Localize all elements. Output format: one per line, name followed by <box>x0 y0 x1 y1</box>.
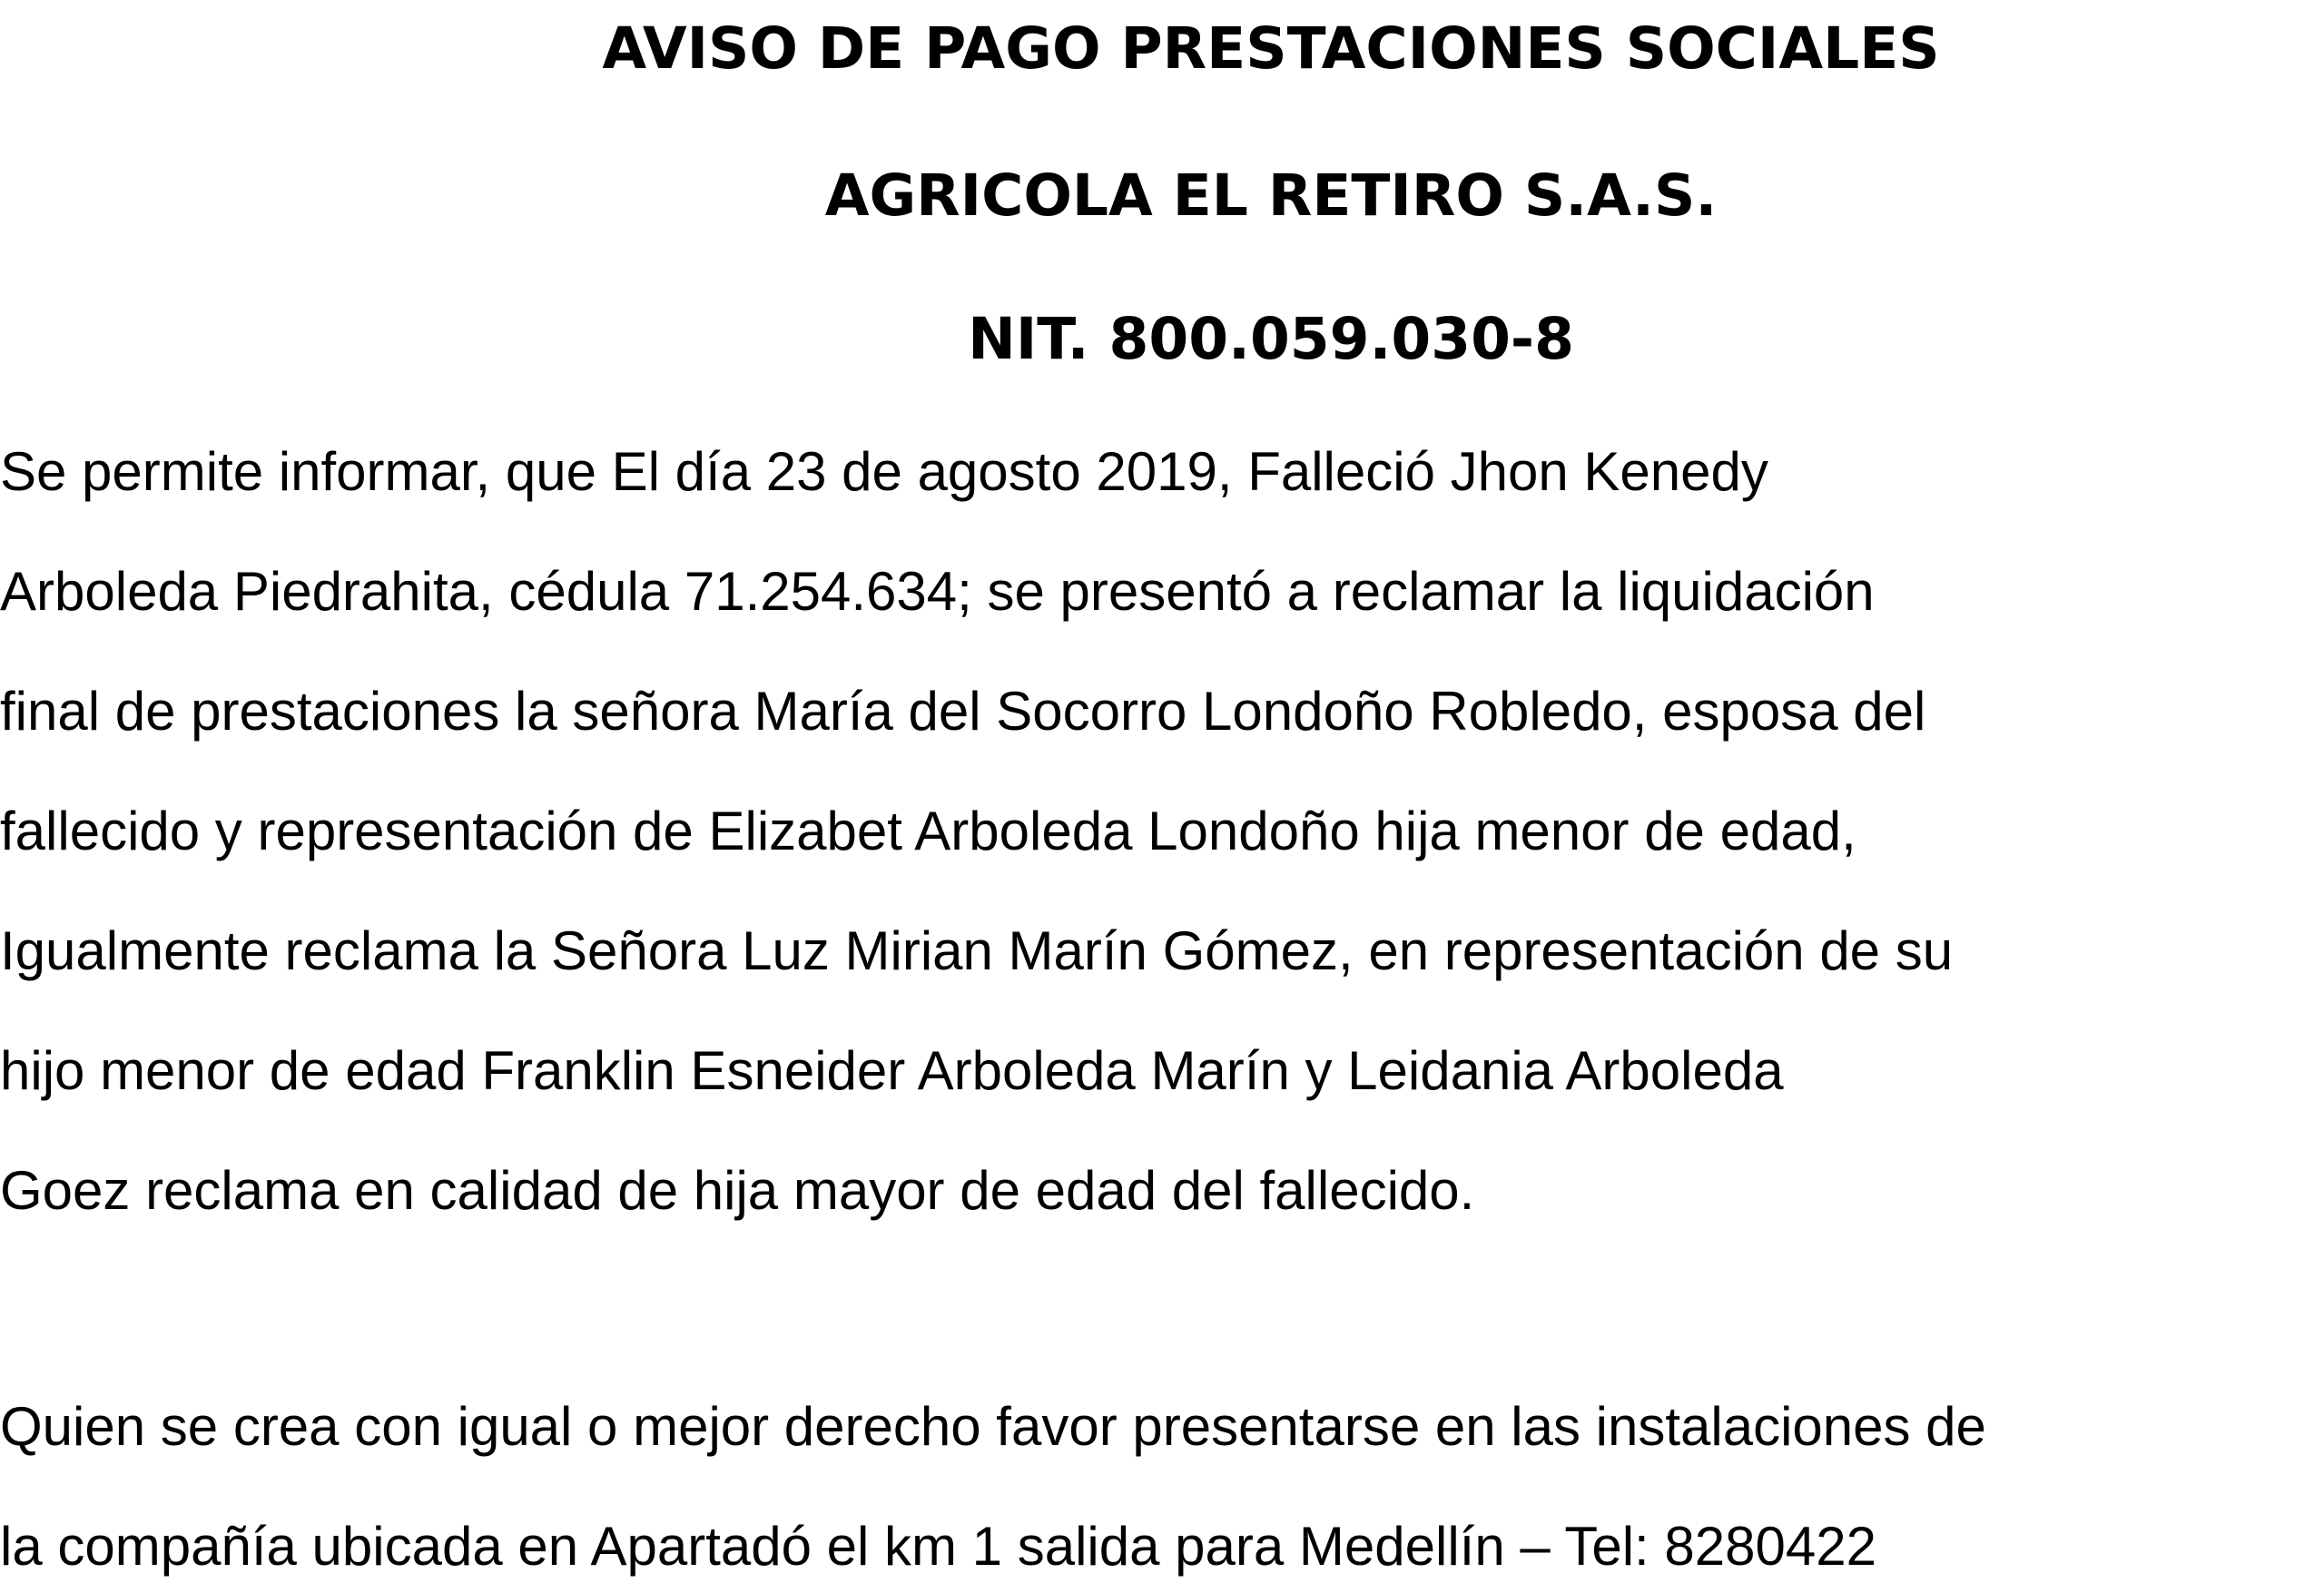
company-name: AGRICOLA EL RETIRO S.A.S. <box>824 162 1718 229</box>
paragraph-line: Igualmente reclama la Señora Luz Mirian Marín Gómez, en representación de su <box>0 920 1954 981</box>
paragraph-line: Arboleda Piedrahita, cédula 71.254.634; se presentó a reclamar la liquidación <box>0 561 1875 622</box>
company-nit: NIT. 800.059.030-8 <box>968 306 1574 372</box>
paragraph-line: fallecido y representación de Elizabet Arboleda Londoño hija menor de edad, <box>0 801 1856 861</box>
paragraph-line: Quien se crea con igual o mejor derecho favor presentarse en las instalaciones de <box>0 1396 1986 1457</box>
notice-title: AVISO DE PAGO PRESTACIONES SOCIALES <box>602 15 1940 82</box>
paragraph-line: final de prestaciones la señora María del Socorro Londoño Robledo, esposa del <box>0 681 1926 742</box>
paragraph-line: la compañía ubicada en Apartadó el km 1 salida para Medellín – Tel: 8280422 <box>0 1516 1876 1577</box>
paragraph-line: Goez reclama en calidad de hija mayor de edad del fallecido. <box>0 1160 1475 1221</box>
paragraph-line: Se permite informar, que El día 23 de agosto 2019, Falleció Jhon Kenedy <box>0 441 1768 502</box>
paragraph-line: hijo menor de edad Franklin Esneider Arboleda Marín y Leidania Arboleda <box>0 1040 1784 1101</box>
